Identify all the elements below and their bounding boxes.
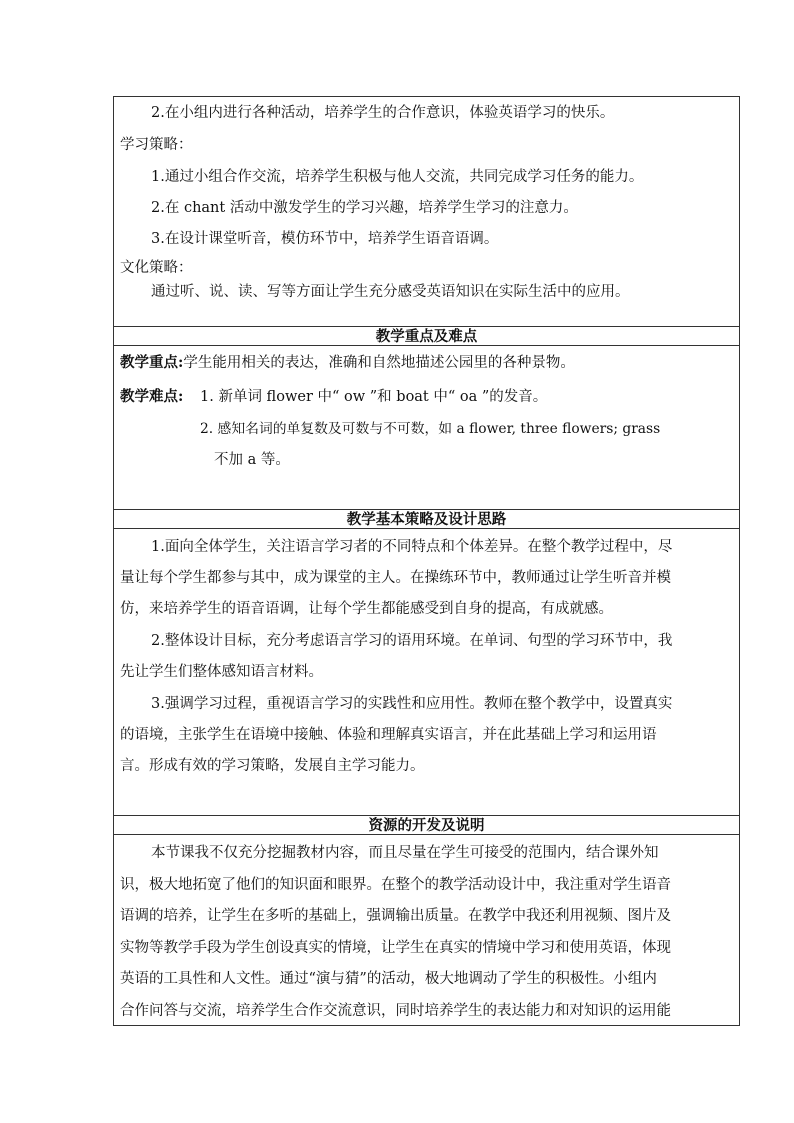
- strategy-line: 1.面向全体学生，关注语言学习者的不同特点和个体差异。在整个教学过程中，尽: [151, 539, 673, 555]
- resources-line: 语调的培养，让学生在多听的基础上，强调输出质量。在教学中我还利用视频、图片及: [120, 908, 671, 924]
- difficulty-item-2-line-2: 不加 a 等。: [214, 452, 290, 468]
- resources-line: 合作问答与交流，培养学生合作交流意识，同时培养学生的表达能力和对知识的运用能: [120, 1003, 671, 1019]
- strategy-line: 的语境，主张学生在语境中接触、体验和理解真实语言，并在此基础上学习和运用语: [120, 727, 657, 743]
- difficulty-item-1: 1. 新单词 flower 中“ ow ”和 boat 中“ oa ”的发音。: [200, 389, 548, 405]
- section-header-key-points: 教学重点及难点: [114, 326, 739, 346]
- section-header-resources: 资源的开发及说明: [114, 815, 739, 835]
- goal-line-2: 2.在小组内进行各种活动，培养学生的合作意识，体验英语学习的快乐。: [151, 105, 615, 121]
- strategy-line: 量让每个学生都参与其中，成为课堂的主人。在操练环节中，教师通过让学生听音并模: [120, 570, 671, 586]
- section-header-strategy: 教学基本策略及设计思路: [114, 509, 739, 529]
- lesson-plan-table: [113, 96, 740, 1026]
- resources-line: 英语的工具性和人文性。通过“演与猜”的活动，极大地调动了学生的积极性。小组内: [120, 971, 657, 987]
- resources-line: 本节课我不仅充分挖掘教材内容，而且尽量在学生可接受的范围内，结合课外知: [151, 845, 659, 861]
- culture-strategy-title: 文化策略：: [120, 260, 193, 276]
- strategy-line: 仿，来培养学生的语音语调，让每个学生都能感受到自身的提高，有成就感。: [120, 601, 613, 617]
- learning-strategy-item: 3.在设计课堂听音，模仿环节中，培养学生语音语调。: [151, 231, 499, 247]
- learning-strategy-title: 学习策略：: [120, 137, 193, 153]
- difficulty-label: 教学难点:: [120, 388, 184, 405]
- resources-line: 实物等教学手段为学生创设真实的情境，让学生在真实的情境中学习和使用英语，体现: [120, 940, 671, 956]
- resources-line: 识，极大地拓宽了他们的知识面和眼界。在整个的教学活动设计中，我注重对学生语音: [120, 877, 671, 893]
- learning-strategy-item: 1.通过小组合作交流，培养学生积极与他人交流，共同完成学习任务的能力。: [151, 169, 644, 185]
- key-point-row: [120, 353, 575, 373]
- learning-strategy-item: 2.在 chant 活动中激发学生的学习兴趣，培养学生学习的注意力。: [151, 200, 578, 216]
- culture-strategy-text: 通过听、说、读、写等方面让学生充分感受英语知识在实际生活中的应用。: [151, 284, 630, 300]
- strategy-line: 先让学生们整体感知语言材料。: [120, 664, 323, 680]
- key-point-text: 学生能用相关的表达，准确和自然地描述公园里的各种景物。: [183, 355, 575, 371]
- strategy-line: 2.整体设计目标，充分考虑语言学习的语用环境。在单词、句型的学习环节中，我: [151, 633, 673, 649]
- difficulty-row: [120, 387, 183, 407]
- strategy-line: 言。形成有效的学习策略，发展自主学习能力。: [120, 758, 425, 774]
- key-point-label: 教学重点:: [120, 354, 184, 371]
- strategy-line: 3.强调学习过程，重视语言学习的实践性和应用性。教师在整个教学中，设置真实: [151, 696, 673, 712]
- difficulty-item-2-line-1: 2. 感知名词的单复数及可数与不可数，如 a flower, three flowers; grass: [200, 421, 661, 437]
